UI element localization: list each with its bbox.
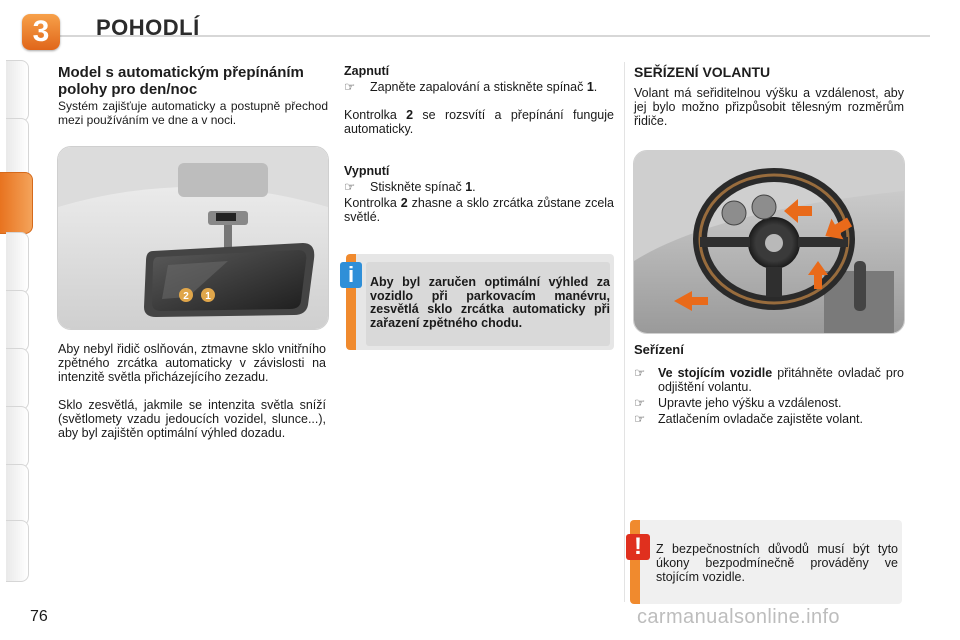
chapter-tab-active[interactable] — [0, 172, 33, 234]
chapter-tab[interactable] — [6, 348, 29, 410]
mirror-para-2: Sklo zesvětlá, jakmile se intenzita světla sníží (světlomety vzadu jedoucích vozidel, slunce...), aby byl zajištěn optimální výhled dozadu. — [58, 398, 326, 440]
column-divider — [624, 62, 625, 602]
adjust-step-3: ☞ Zatlačením ovladače zajistěte volant. — [634, 412, 863, 426]
chapter-tab[interactable] — [6, 406, 29, 468]
mirror-intro: Systém zajišťuje automaticky a postupně přechod mezi používáním ve dne a v noci. — [58, 99, 328, 127]
chapter-tab[interactable] — [6, 464, 29, 526]
warning-icon: ! — [626, 534, 650, 560]
pointing-hand-icon: ☞ — [634, 396, 646, 410]
switch-on-heading: Zapnutí — [344, 64, 390, 78]
switch-on-status: Kontrolka 2 se rozsvítí a přepínání funguje automaticky. — [344, 108, 614, 136]
info-icon: i — [340, 262, 362, 288]
chapter-tab[interactable] — [6, 290, 29, 352]
info-text: Aby byl zaručen optimální výhled za vozidlo při parkovacím manévru, zesvětlá sklo zrcátka automaticky při zařazení zpětného chodu. — [370, 275, 610, 330]
pointing-hand-icon: ☞ — [344, 80, 356, 94]
steering-heading: SEŘÍZENÍ VOLANTU — [634, 64, 771, 80]
chapter-tab[interactable] — [6, 520, 29, 582]
chapter-tab[interactable] — [6, 232, 29, 294]
chapter-number-badge: 3 — [22, 14, 60, 50]
switch-off-heading: Vypnutí — [344, 164, 390, 178]
chapter-tab[interactable] — [6, 60, 29, 122]
watermark: carmanualsonline.info — [637, 606, 840, 628]
switch-1-callout — [201, 288, 215, 302]
svg-text:1: 1 — [205, 291, 211, 302]
page-number: 76 — [30, 608, 48, 625]
chapter-tab-strip — [0, 60, 34, 580]
mirror-illustration — [57, 146, 329, 330]
switch-off-status: Kontrolka 2 zhasne a sklo zrcátka zůstane zcela světlé. — [344, 196, 614, 224]
chapter-tab[interactable] — [6, 118, 29, 180]
switch-off-step: ☞ Stiskněte spínač 1. — [344, 180, 476, 194]
pointing-hand-icon: ☞ — [634, 366, 646, 380]
steering-illustration — [633, 150, 905, 334]
mirror-para-1: Aby nebyl řidič oslňován, ztmavne sklo vnitřního zpětného zrcátka automaticky v závislosti na intenzitě světla přicházejícího zezadu. — [58, 342, 326, 384]
indicator-2-callout — [179, 288, 193, 302]
warning-text: Z bezpečnostních důvodů musí být tyto úkony bezpodmínečně prováděny ve stojícím vozidle. — [656, 542, 898, 584]
steering-intro: Volant má seřiditelnou výšku a vzdálenost, aby jej bylo možno přizpůsobit tělesným rozměrům řidiče. — [634, 86, 904, 128]
adjustment-heading: Seřízení — [634, 342, 684, 357]
adjust-step-1: ☞ Ve stojícím vozidle přitáhněte ovladač pro odjištění volantu. — [634, 366, 904, 394]
adjust-step-2: ☞ Upravte jeho výšku a vzdálenost. — [634, 396, 842, 410]
chapter-title: POHODLÍ — [96, 15, 200, 40]
svg-text:2: 2 — [183, 291, 189, 302]
pointing-hand-icon: ☞ — [634, 412, 646, 426]
mirror-heading: Model s automatickým přepínáním polohy pro den/noc — [58, 64, 304, 98]
switch-on-step: ☞ Zapněte zapalování a stiskněte spínač 1. — [344, 80, 598, 94]
pointing-hand-icon: ☞ — [344, 180, 356, 194]
